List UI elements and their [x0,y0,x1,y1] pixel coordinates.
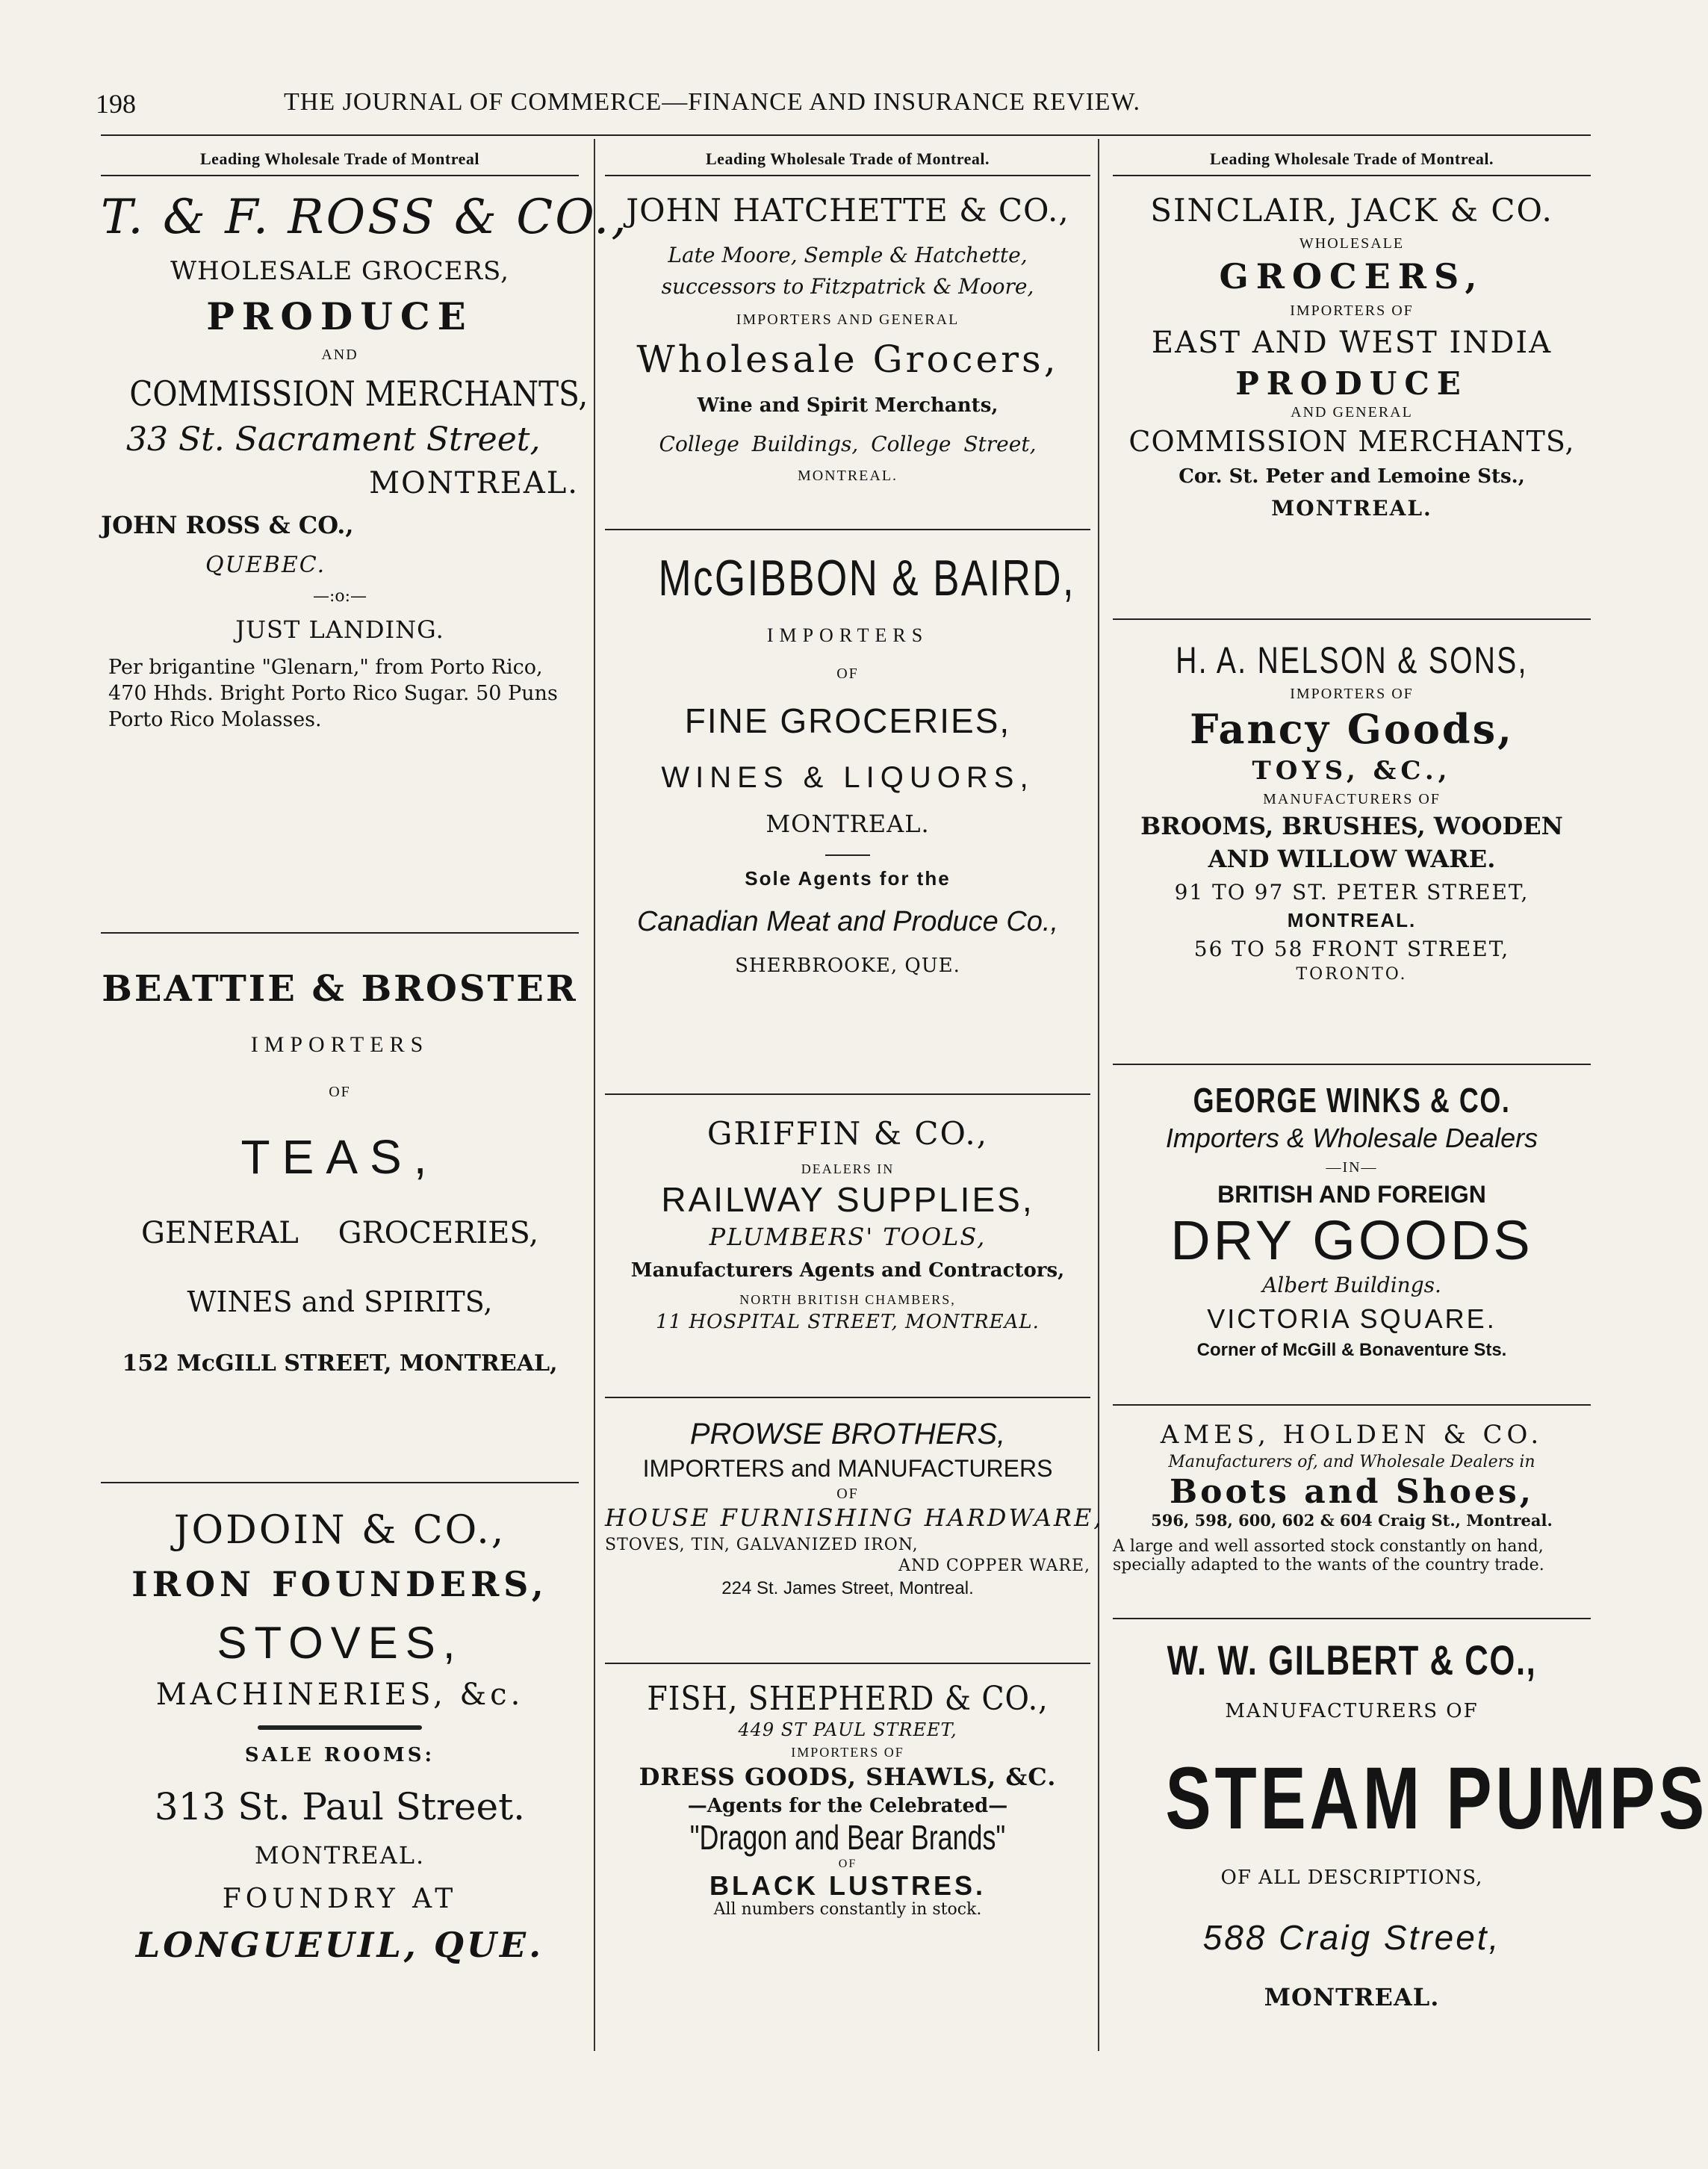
ad-display-line: FINE GROCERIES, [684,701,1011,740]
advert-gilbert [1113,1630,1708,2021]
separator-dash [825,854,870,856]
ad-line: OF [836,665,859,683]
address-line: 596, 598, 600, 602 & 604 Craig St., Montreal. [1151,1510,1553,1530]
ad-display-line: LONGUEUIL, QUE. [135,1924,544,1965]
ad-line: DEALERS IN [801,1161,895,1177]
firm-name: McGIBBON & BAIRD, [658,550,1075,606]
firm-name: AMES, HOLDEN & CO. [1160,1420,1544,1450]
ad-display-line: PRODUCE [206,294,473,338]
firm-name: SINCLAIR, JACK & CO. [1150,192,1553,229]
address-line: Corner of McGill & Bonaventure Sts. [1196,1339,1507,1360]
city-line: QUEBEC. [205,551,326,578]
firm-name: JODOIN & CO., [173,1508,506,1553]
advert-beattie-broster [101,944,579,1483]
ad-line: BROOMS, BRUSHES, WOODEN [1140,812,1563,841]
address-line: 11 HOSPITAL STREET, MONTREAL. [656,1310,1040,1333]
advert-fish-shepherd [605,1675,1090,1930]
city-line: MONTREAL. [369,465,579,500]
ad-display-line: TEAS, [240,1129,439,1184]
ad-line: OF [838,1857,857,1870]
city-line: MONTREAL. [1287,909,1417,932]
ad-line: OF [329,1084,351,1101]
ad-line: Manufacturers Agents and Contractors, [630,1259,1065,1282]
ad-line: FOUNDRY AT [222,1883,458,1914]
advert-nelson [1113,630,1591,1065]
ornamental-rule [258,1725,422,1730]
ad-line: STOVES, [217,1617,463,1668]
ad-line: SALE ROOMS: [244,1743,435,1766]
column-divider [594,139,595,2051]
ad-display-line: PRODUCE [1235,365,1468,403]
advert-jodoin [101,1494,579,1976]
address-line: 33 St. Sacrament Street, [126,420,541,459]
ad-display-line: "Dragon and Bear Brands" [689,1818,1006,1858]
ad-line: MACHINERIES, &c. [155,1677,524,1712]
ad-line: IMPORTERS and MANUFACTURERS [642,1454,1053,1482]
city-line: SHERBROOKE, QUE. [735,955,960,978]
firm-name: W. W. GILBERT & CO., [1167,1636,1537,1684]
firm-name: PROWSE BROTHERS, [689,1418,1006,1450]
header-rule [101,134,1591,136]
ad-display-line: IRON FOUNDERS, [131,1564,548,1605]
firm-name: BEATTIE & BROSTER [102,968,578,1010]
firm-name: T. & F. ROSS & CO., [101,190,629,245]
firm-name: JOHN HATCHETTE & CO., [626,192,1069,229]
address-line: 152 McGILL STREET, MONTREAL, [122,1350,558,1377]
ad-line: IMPORTERS [766,624,929,647]
advert-prowse [605,1409,1104,1664]
ad-line: GENERAL GROCERIES, [140,1216,539,1251]
ornament-text: —:o:— [312,587,367,606]
address-line: College Buildings, College Street, [659,431,1037,456]
address-line: 91 TO 97 ST. PETER STREET, [1174,879,1530,904]
ad-line: WINES and SPIRITS, [187,1285,493,1319]
advert-griffin [605,1105,1090,1398]
ad-line: IMPORTERS AND GENERAL [736,311,960,329]
city-line: TORONTO. [1296,964,1408,984]
city-line: MONTREAL. [254,1840,426,1869]
ad-line: DRESS GOODS, SHAWLS, &C. [639,1763,1057,1792]
city-line: MONTREAL. [1264,1982,1440,2011]
ad-display-line: Wholesale Grocers, [636,338,1059,382]
ad-line: OF [836,1485,859,1502]
ad-line: WHOLESALE [1299,235,1405,252]
ad-line: —IN— [1326,1158,1378,1176]
ad-line: IMPORTERS OF [1290,686,1414,702]
city-line: MONTREAL. [766,809,930,838]
page-number: 198 [96,89,136,119]
ad-line: Manufacturers of, and Wholesale Dealers in [1168,1453,1535,1472]
firm-name: GRIFFIN & CO., [707,1115,989,1152]
ad-line: COMMISSION MERCHANTS, [129,373,589,415]
ad-line: JUST LANDING. [235,615,444,644]
ad-display-line: DRY GOODS [1170,1209,1533,1272]
ad-line: MANUFACTURERS OF [1225,1699,1479,1722]
ad-line: Importers & Wholesale Dealers [1165,1122,1538,1153]
ad-paragraph: Per brigantine "Glenarn," from Porto Rico, 470 Hhds. Bright Porto Rico Sugar. 50 Puns Porto Rico Molasses. [108,655,558,731]
address-line: VICTORIA SQUARE. [1207,1303,1497,1335]
advert-ames-holden [1113,1416,1591,1619]
ad-paragraph: A large and well assorted stock constantly on hand, specially adapted to the wants of the country trade. [1113,1537,1544,1574]
ad-line: IMPORTERS OF [1290,302,1414,319]
ad-display-line: GROCERS, [1219,256,1485,297]
address-line: 449 ST PAUL STREET, [738,1719,957,1741]
ad-display-line: STEAM PUMPS [1165,1748,1708,1848]
ad-line: JOHN ROSS & CO., [101,510,354,539]
city-line: MONTREAL. [797,467,898,484]
ad-line: STOVES, TIN, GALVANIZED IRON, [605,1535,919,1554]
ad-line: TOYS, &C., [1252,755,1452,786]
advert-mcgibbon-baird [605,541,1090,1095]
firm-name: H. A. NELSON & SONS, [1176,639,1528,681]
ad-display-line: Boots and Shoes, [1169,1472,1535,1511]
ad-line: —Agents for the Celebrated— [687,1795,1008,1818]
ad-display-line: Fancy Goods, [1190,705,1514,754]
address-line: 224 St. James Street, Montreal. [721,1578,974,1599]
advert-ross [101,185,629,934]
column-2 [605,139,1104,1940]
advert-george-winks [1113,1076,1591,1406]
ad-line: Sole Agents for the [745,866,951,890]
ad-line: IMPORTERS OF [791,1745,904,1760]
advert-hatchette [605,185,1090,530]
firm-name: FISH, SHEPHERD & CO., [647,1680,1049,1718]
ad-line: PLUMBERS' TOOLS, [709,1222,987,1251]
ad-line: OF ALL DESCRIPTIONS, [1220,1866,1483,1889]
ad-line: Albert Buildings. [1262,1272,1441,1297]
advert-sinclair-jack [1113,185,1591,620]
column-3 [1113,139,1708,2032]
column-heading: Leading Wholesale Trade of Montreal. [1113,139,1591,176]
ad-display-line: HOUSE FURNISHING HARDWARE, [605,1504,1104,1533]
ad-display-line: RAILWAY SUPPLIES, [661,1180,1034,1220]
city-line: MONTREAL. [1271,496,1432,521]
ad-display-line: BLACK LUSTRES. [709,1869,986,1901]
ad-line: Wine and Spirit Merchants, [697,394,999,418]
ad-line: Canadian Meat and Produce Co., [636,905,1059,937]
column-heading: Leading Wholesale Trade of Montreal [101,139,579,176]
ad-line: MANUFACTURERS OF [1263,790,1441,807]
address-line: 56 TO 58 FRONT STREET, [1193,937,1510,962]
column-heading: Leading Wholesale Trade of Montreal. [605,139,1090,176]
ad-display-line: WINES & LIQUORS, [661,761,1034,795]
ad-line: AND GENERAL [1291,404,1413,421]
ad-line: All numbers constantly in stock. [713,1899,982,1919]
ad-line: WHOLESALE GROCERS, [170,255,509,286]
ad-line: EAST AND WEST INDIA [1151,326,1553,361]
column-divider [1098,139,1099,2051]
firm-name: GEORGE WINKS & CO. [1193,1081,1511,1120]
ad-line: NORTH BRITISH CHAMBERS, [739,1291,956,1307]
ad-line: AND WILLOW WARE. [1208,845,1496,874]
ad-line: COMMISSION MERCHANTS, [1128,424,1575,458]
ad-line: IMPORTERS [250,1031,429,1057]
ad-line: Late Moore, Semple & Hatchette, successors to Fitzpatrick & Moore, [661,243,1034,300]
ad-line: AND [321,346,358,363]
address-line: 313 St. Paul Street. [154,1784,526,1828]
running-title: THE JOURNAL OF COMMERCE—FINANCE AND INSURANCE REVIEW. [284,88,1141,116]
address-line: 588 Craig Street, [1202,1918,1501,1958]
column-1 [101,139,629,1986]
address-line: Cor. St. Peter and Lemoine Sts., [1178,465,1525,488]
ad-line: BRITISH AND FOREIGN [1217,1181,1486,1208]
ad-line: AND COPPER WARE, [898,1557,1090,1576]
